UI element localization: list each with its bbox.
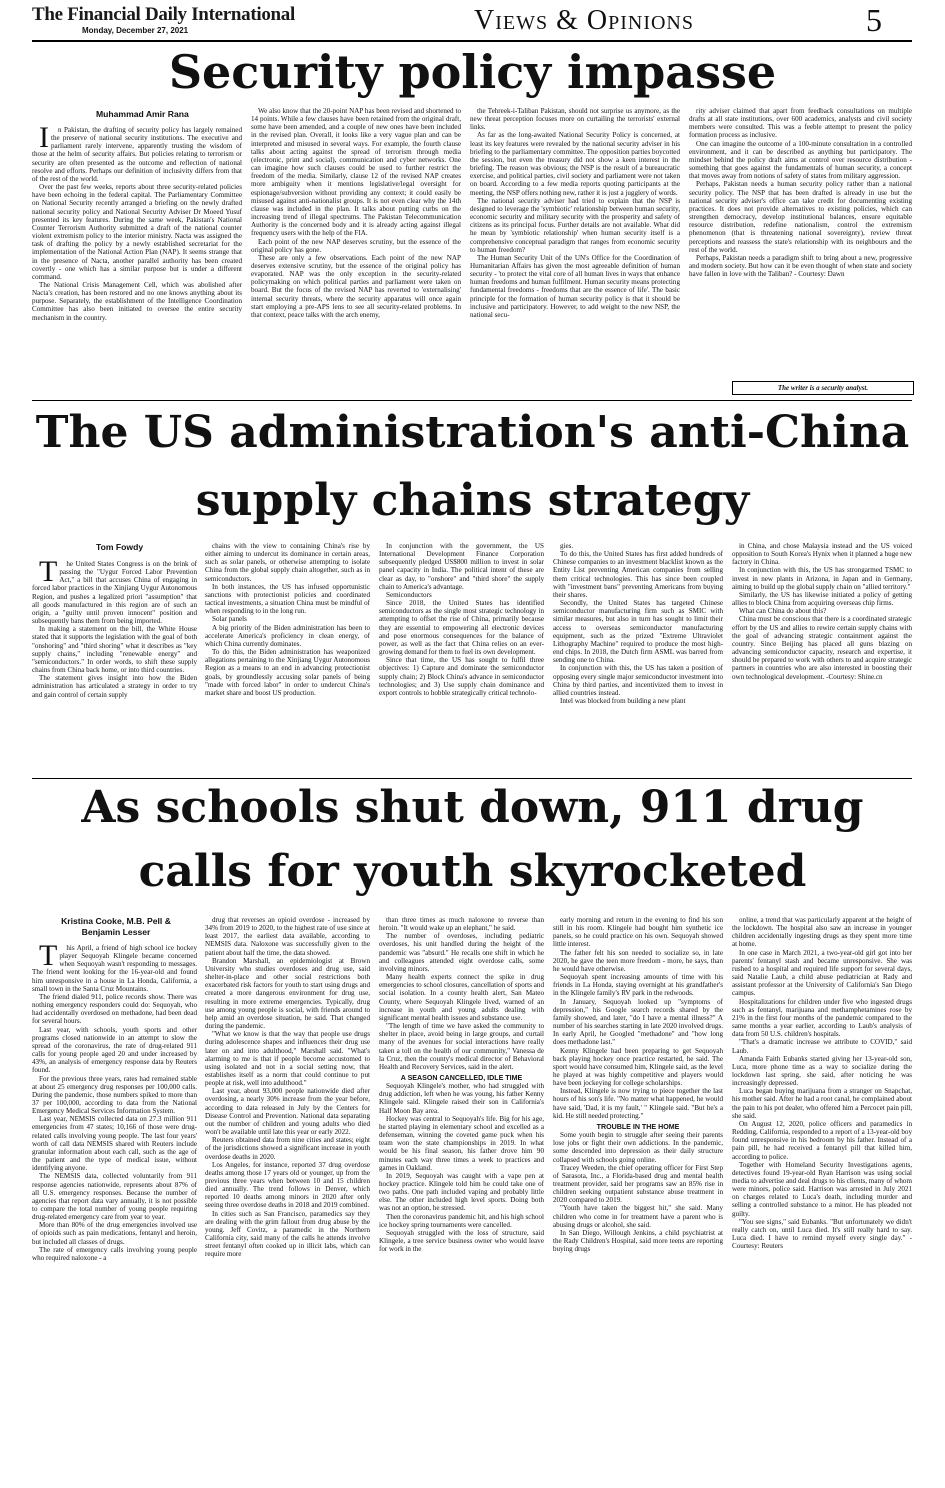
paragraph: In making a statement on the bill, the White House stated that it supports the legislation with the goal of both "onshoring" and "third shoring" what it describes as "key supply chains," including "renewable energy" and "semiconductors." In order words, to shift these supply chains from China back home, or into third countries. [32,625,197,675]
paragraph: "You see signs," said Eubanks. "But unfortunately we didn't really catch on, until Luca died. It's still really hard to say. Luca died. I have to remind myself every single day." -Courtesy: Reuters [732,1217,912,1251]
paragraph: China must be conscious that there is a coordinated strategic effort by the US and allies to rewire certain supply chains with the goal of advancing strategic containment against the country. Since Beijing has placed all guns blazing on advancing semiconductor capacity, research and expertise, it should be prepared to work with others to and acquire strategic partners in countries who are also interested in boosting their own technological development. -Courtesy: Shine.cn [732,615,912,681]
paragraph: chains with the view to containing China's rise by either aiming to undercut its dominance in certain areas, such as solar panels, or otherwise attempting to isolate China from the global supply chain altogether, such as in semiconductors. [205,542,370,583]
author-note: The writer is a security analyst. [732,381,914,395]
article3-column-5 [732,916,912,1479]
paragraph: Kenny Klingele had been preparing to get Sequoyah back playing hockey once practice restarted, he said. The sport would have consumed him, Klingele said, as the level he played at was highly competitive and players would have been jockeying for college scholarships. [553,1046,723,1088]
paragraph: On August 12, 2020, police officers and paramedics in Redding, California, responded to a report of a 13-year-old boy found unresponsive in his bedroom by his father. Instead of a pain pill, he had received a fentanyl pill that killed him, according to police. [732,1119,912,1161]
article2-column-3 [379,542,544,776]
article1-column-1 [32,126,242,381]
paragraph: Some youth begin to struggle after seeing their parents lose jobs or fight their own addictions. In the pandemic, some descended into depression as their daily structure collapsed with schools going online. [553,1131,723,1164]
paragraph: Similarly, the US has likewise initiated a policy of getting allies to block China from acquiring overseas chip firms. [732,590,912,608]
paragraph: The national security adviser had tried to explain that the NSP is designed to leverage the 'symbiotic' relationship between human security, economic security and military security with the prosperity and safety of citizens as its principal focus. Further details are not available. What did he mean by 'symbiotic relationship' when human security itself is a comprehensive conceptual paradigm that ranges from economic security to human freedom? [470,196,680,254]
paragraph: For the previous three years, rates had remained stable at about 25 emergency drug responses per 100,000 calls. During the pandemic, those numbers spiked to more than 37 per 100,000, according to data from the National Emergency Medical Services Information System. [32,1074,197,1116]
paragraph: Intel was blocked from building a new plant [560,696,686,705]
paragraph: Sequoyah struggled with the loss of structure, said Klingele, a tree service business owner who would leave for work in the [379,1228,544,1254]
paragraph: As far as the long-awaited National Security Policy is concerned, at least its key features were revealed by the national security adviser in his briefing to the parliamentary committee. The opposition parties boycotted the session, but even the treasury did not show a keen interest in the briefing. The reason was obvious; the NSP is the result of a bureaucratic exercise, and political parties, civil society and parliament were not taken on board. According to a few media reports quoting participants at the meeting, the NSP offers nothing new, rather it is just a jugglery of words. [470,131,680,197]
section-title: Views & Opinions [474,5,694,36]
paragraph: Then the coronavirus pandemic hit, and his high school ice hockey spring tournaments were cancelled. [379,1212,544,1229]
paragraph: Last year, NEMSIS collected data on 27.3 million 911 emergencies from 47 states; 10,166 of those were drug-related calls involving young people. The last four years' worth of call data NEMSIS shared with Reuters include granular information about each call, such as the age of the patient and the type of medical issue, without identifying anyone. [32,1115,197,1173]
paragraph: In January, Sequoyah looked up "symptoms of depression," his Google search records shared by the family showed, and later, "do I have a mental illness?" A number of his searches starting in late 2020 involved drugs. In early April, he Googled "methadone" and "how long does methadone last." [553,997,723,1047]
paragraph: In one case in March 2021, a two-year-old girl got into her parents' fentanyl stash and became unresponsive. She was rushed to a hospital and required life support for several days, said Natalie Laub, a child abuse pediatrician at Rady and assistant professor at the University of California's San Diego campus. [732,948,912,998]
paragraph: More than 80% of the drug emergencies involved use of opioids such as pain medications, fentanyl and heroin, but included all classes of drugs. [32,1221,197,1246]
article3-column-3 [379,916,544,1479]
paragraph: Together with Homeland Security Investigations agents, detectives found 19-year-old Ryan Harrison was using social media to advertise and deal drugs to his clients, many of whom were minors, police said. Harrison was arrested in July 2021 on charges related to Luca's death, including murder and selling a controlled substance to a minor. He has pleaded not guilty. [732,1160,912,1218]
paragraph: This April, a friend of high school ice hockey player Sequoyah Klingele became concerned when Sequoyah wasn't responding to messages. The friend went looking for the 16-year-old and found him unresponsive in a house in La Honda, California, a small town in the Santa Cruz Mountains. [32,944,197,993]
newspaper-name: The Financial Daily International [32,4,295,25]
paragraph: To do this, the Biden administration has weaponized allegations pertaining to the Xinjiang Uygur Autonomous Region as a means to an end in advancing protectionist goals, by groundlessly accusing solar panels of being "made with forced labor" in order to undercut China's market share and boost US production. [205,648,370,697]
paragraph: A big priority of the Biden administration has been to accelerate America's proficiency in clean energy, of which China currently dominates. [205,623,370,648]
paragraph: The statement gives insight into how the Biden administration has articulated a strategy in order to try and gain control of certain supply [32,674,197,699]
paragraph: The father felt his son needed to socialize so, in late 2020, he gave the teen more freedom - more, he says, than he would have otherwise. [553,948,723,973]
paragraph: The number of overdoses, including pediatric overdoses, his unit handled during the height of the pandemic was "absurd." He recalls one shift in which he and colleagues attended eight overdose calls, some involving minors. [379,932,544,973]
article2-column-4 [553,542,723,776]
paragraph: drug that reverses an opioid overdose - increased by 34% from 2019 to 2020, to the highest rate of use since at least 2017, the earliest data available, according to NEMSIS data. Naloxone was successfully given to the patient about half the time, the data showed. [205,916,370,957]
article3-headline-line2: calls for youth skyrocketed [138,846,807,897]
article2-column-5 [732,542,912,776]
article1-column-4 [689,107,912,375]
paragraph: Tracey Weeden, the chief operating officer for First Step of Sarasota, Inc., a Florida-based drug and mental health treatment provider, said her programs saw an 85% rise in children seeking outpatient substance abuse treatment in 2020 compared to 2019. [553,1163,723,1205]
paragraph: The friend dialed 911, police records show. There was nothing emergency responders could do: Sequoyah, who had accidentally overdosed on methadone, had been dead for several hours. [32,992,197,1026]
paragraph: Solar panels [212,615,247,624]
paragraph: Over the past few weeks, reports about three security-related policies have been echoing in the federal capital. The Parliamentary Committee on National Security recently arranged a briefing on the newly drafted national security policy and National Security Adviser Dr Moeed Yusuf presented its key features. During the same week, Pakistan's National Counter Terrorism Authority submitted a draft of the national counter violent extremism policy to the interior ministry. Nacta was assigned the task of drafting the policy by a newly established secretariat for the implementation of the National Action Plan (NAP). It seems strange that in the presence of Nacta, another parallel authority has been created covertly - one which has a similar purpose but is under a different command. [32,183,242,281]
paragraph: Luca began buying marijuana from a stranger on Snapchat, his mother said. After he had a root canal, he complained about the pain to his pot dealer, who offered him a Percocet pain pill, she said. [732,1087,912,1120]
article2-headline-line2: supply chains strategy [195,475,750,526]
paragraph: gies. [560,542,574,550]
paragraph: Instead, Klingele is now trying to piece together the last hours of his son's life. "No matter what happened, he would have said, 'Dad, it is my fault,' " Klingele said. "But he's a kid. He still needed protecting." [553,1087,723,1120]
issue-date: Monday, December 27, 2021 [82,26,189,35]
article3-column-2 [205,916,370,1479]
paragraph: Reuters obtained data from nine cities and states; eight of the jurisdictions showed a significant increase in youth overdose deaths in 2020. [205,1136,370,1161]
paragraph: In San Diego, Willough Jenkins, a child psychiatrist at the Rady Children's Hospital, said more teens are reporting buying drugs [553,1228,723,1254]
paragraph: the Tehreek-i-Taliban Pakistan, should not surprise us anymore, as the new threat perception focuses more on curtailing the terrorists' external links. [470,107,680,132]
article3-headline-line1: As schools shut down, 911 drug [81,782,864,833]
paragraph: The rate of emergency calls involving young people who required naloxone - a [32,1245,197,1262]
paragraph: "That's a dramatic increase we attribute to COVID," said Laub. [732,1038,912,1055]
paragraph: The Human Security Unit of the UN's Office for the Coordination of Humanitarian Affairs has given the most agreeable definition of human security - 'to protect the vital core of all human lives in ways that enhance human freedoms and human fulfilment. Human security means protecting fundamental freedoms - freedoms that are the essence of life'. The basic principle for the formation of human security policy is that it should be inclusive and participatory. However, to add weight to the new NSP, the national secu- [470,253,680,319]
paragraph: Perhaps, Pakistan needs a human security policy rather than a national security policy. The NSP that has been drafted is already in use but the national security adviser's office can take credit for documenting existing practices. It does not provide alternatives to existing policies, which can strengthen democracy, develop institutional balances, ensure equitable resource distribution, redefine nationalism, control the extremism phenomenon (that is threatening national sovereignty), review threat perceptions and reassess the state's relationship with its neighbours and the rest of the world. [689,180,912,254]
paragraph: Secondly, the United States has targeted Chinese semiconductor manufacturing firm such as SMIC with similar measures, but also in turn has sought to limit their access to overseas semiconductor manufacturing equipment, such as the prized "Extreme Ultraviolet Lithography Machine" required to produce the most high-end chips. In 2018, the Dutch firm ASML was barred from sending one to China. [553,599,723,665]
paragraph: "Youth have taken the biggest hit," she said. Many children who come in for treatment have a parent who is abusing drugs or alcohol, she said. [553,1204,723,1229]
paragraph: In conjunction with the government, the US International Development Finance Corporation subsequently pledged US$800 million to invest in solar panel capacity in India. The political intent of these are clear as day, to "onshore" and "third shore" the supply chain to America's advantage. [379,542,544,591]
paragraph: In cities such as San Francisco, paramedics say they are dealing with the grim fallout from drug abuse by the young. Jeff Covitz, a paramedic in the Northern California city, said many of the calls he attends involve street fentanyl often cooked up in illicit labs, which can require more [205,1209,370,1259]
paragraph: One can imagine the outcome of a 100-minute consultation in a controlled environment, and it can be described as anything but participatory. The mindset behind the policy draft aims at control over resource distribution - something that goes against the fundamentals of human security, a concept that moves away from notions of safety of states from military aggression. [689,139,912,181]
paragraph: In both instances, the US has infused opportunistic sanctions with protectionist policies and coordinated tactical investments, a situation China must be mindful of when responding to in the long run. [205,582,370,616]
paragraph: The National Crisis Management Cell, which was abolished after Nacta's creation, has been restored and no one knows anything about its purpose. Separately, the establishment of the Intelligence Coordination Committee has also been initiated to oversee the entire security mechanism in the country. [32,280,242,322]
paragraph: We also know that the 20-point NAP has been revised and shortened to 14 points. While a few clauses have been retained from the original draft, some have been amended, and a couple of new ones have been included in the revised plan. Overall, it looks like a very vague plan and can be interpreted and misused in several ways. For example, the fourth clause talks about acting against the spread of terrorism through media (electronic, print and social), communication and cyber networks. One can imagine how such clauses could be used to further restrict the freedom of the media. Similarly, clause 12 of the revised NAP creates more ambiguity when it mentions legislative/legal oversight for espionage/subversion without providing any context; it could easily be misused against anti-nationalist groups. It is not even clear why the 14th clause was included in the plan. It talks about putting curbs on the increasing trend of illegal spectrums. The Pakistan Telecommunication Authority is the concerned body and it is already acting against illegal frequency users with the help of the FIA. [251,107,461,238]
paragraph: In conjunction with this, the US has strongarmed TSMC to invest in new plants in Arizona, in Japan and in Germany, aiming to build up the global supply chain on "allied territory." [732,566,912,591]
paragraph: in China, and chose Malaysia instead and the US voiced opposition to South Korea's Hynix when it planned a huge new factory in China. [732,542,912,567]
paragraph: Semiconductors [386,590,432,599]
paragraph: Hospitalizations for children under five who ingested drugs such as fentanyl, marijuana and methamphetamines rose by 21% in the first four months of the pandemic compared to the same months a year earlier, according to Laub's analysis of data from 50 U.S. children's hospitals. [732,997,912,1039]
paragraph: Last year, with schools, youth sports and other programs closed nationwide in an attempt to slow the spread of the coronavirus, the rate of drug-related 911 calls for young people aged 20 and under increased by 43%, an analysis of emergency response data by Reuters found. [32,1025,197,1075]
paragraph: Hockey was central to Sequoyah's life. Big for his age, he started playing in elementary school and excelled as a defenseman, winning the coveted game puck when his team won the state championships in 2019. In what would be his final season, his father drove him 90 minutes each way three times a week to practices and games in Oakland. [379,1114,544,1172]
page-number: 5 [866,2,882,38]
section-subhead: TROUBLE IN THE HOME [596,1122,680,1131]
paragraph: Amanda Faith Eubanks started giving her 13-year-old son, Luca, more phone time as a way to socialize during the lockdown last spring, she said, after noticing he was increasingly depressed. [732,1054,912,1088]
paragraph: Many health experts connect the spike in drug emergencies to school closures, cancellation of sports and social isolation. In a county health alert, San Mateo County, where Sequoyah Klingele lived, warned of an increase in youth and young adults dealing with significant mental health issues and substance use. [379,973,544,1022]
paragraph: Sequoyah Klingele's mother, who had struggled with drug addiction, left when he was young, his father Kenny Klingele said. Klingele raised their son in California's Half Moon Bay area. [379,1082,544,1115]
section-subhead: A SEASON CANCELLED, IDLE TIME [400,1073,523,1082]
paragraph: online, a trend that was particularly apparent at the height of the lockdown. The hospital also saw an increase in younger children accidentally ingesting drugs as they spent more time at home. [732,916,912,949]
article3-byline-1: Kristina Cooke, M.B. Pell & [61,916,171,926]
paragraph: rity adviser claimed that apart from feedback consultations on multiple drafts at all state institutions, over 600 academics, analysts and civil society members were consulted. This was a feeble attempt to present the policy formation process as inclusive. [689,107,912,140]
paragraph: Brandon Marshall, an epidemiologist at Brown University who studies overdoses and drug use, said shelter-in-place and other social restrictions both exacerbated risk factors for youth to start using drugs and created a more dangerous environment for drug use, resulting in more extreme emergencies. Typically, drug use among young people is social, with friends around to help amid an overdose situation, he said. That changed during the pandemic. [205,956,370,1031]
article2-byline: Tom Fowdy [96,542,144,552]
article1-column-3 [470,107,680,399]
article3-column-4 [553,916,723,1479]
paragraph: Last year, about 93,000 people nationwide died after overdosing, a nearly 30% increase from the year before, according to data released in July by the Centers for Disease Control and Prevention. National data separating out the number of children and young adults who died won't be available until late this year or early 2022. [205,1087,370,1137]
paragraph: The NEMSIS data, collected voluntarily from 911 response agencies nationwide, represents about 87% of all U.S. emergency responses. Because the number of agencies that report data vary annually, it is not possible to compare the total number of young people requiring drug-related emergency care from year to year. [32,1172,197,1222]
paragraph: To do this, the United States has first added hundreds of Chinese companies to an investment blacklist known as the Entity List preventing American companies from selling them critical technologies. This has since been coupled with "investment bans" preventing Americans from buying their shares. [553,550,723,599]
paragraph: Since that time, the US has sought to fulfil three objectives: 1) Capture and dominate the semiconductor supply chain; 2) Block China's advance in semiconductor technologies; and 3) Use supply chain dominance and export controls to hobble strategically critical technolo- [379,656,544,697]
article3-byline-2: Benjamin Lesser [81,927,151,937]
article2-column-2 [205,542,370,776]
paragraph: early morning and return in the evening to find his son still in his room. Klingele had bought him synthetic ice panels, so he could practice on his own. Sequoyah showed little interest. [553,916,723,949]
paragraph: "What we know is that the way that people use drugs during adolescence shapes and influences their drug use later on and into adulthood," Marshall said. "What's alarming to me is that if people become accustomed to using isolated and not in a social setting now, that establishes itself as a norm that could continue to put people at risk, well into adulthood." [205,1030,370,1088]
article1-column-2 [251,107,461,399]
paragraph: Perhaps, Pakistan needs a paradigm shift to bring about a new, progressive and modern society. But how can it be even thought of when state and society have fallen in love with the Taliban? - Courtesy: Dawn [689,253,912,279]
paragraph: What can China do about this? [739,607,827,616]
paragraph: These are only a few observations. Each point of the new NAP deserves extensive scrutiny, but the essence of the original policy has evaporated. NAP was the only exception in the security-related policymaking on which political parties and parliament were taken on board. But the focus of the revised NAP has reverted to 'externalising' internal security threats, where the security apparatus will once again start employing a pre-APS lens to see all security-related problems. In that context, peace talks with the arch enemy, [251,253,461,319]
paragraph: In 2019, Sequoyah was caught with a vape pen at hockey practice. Klingele told him he could take one of two paths. One path included vaping and probably little else. The other included high level sports. Doing both was not an option, he stressed. [379,1171,544,1213]
article1-byline: Muhammad Amir Rana [96,109,189,119]
article1-headline: Security policy impasse [168,45,777,99]
paragraph: "The length of time we have asked the community to shelter in place, avoid being in large groups, and curtail many of the avenues for social interactions have really taken a toll on the health of our community," Vanessa de la Cruz, then the county's medical director of Behavioral Health and Recovery Services, said in the alert. [379,1022,544,1071]
paragraph: Each point of the new NAP deserves scrutiny, but the essence of the original policy has gone. [251,237,461,254]
paragraph: Since 2018, the United States has identified semiconductors as the single most strategic technology in attempting to offset the rise of China, primarily because they are essential to empowering all electronic devices and pose enormous consequences for the balance of power, as well as the fact that China relies on an ever-growing demand for them to fuel its own development. [379,599,544,657]
article3-column-1 [32,944,197,1479]
article2-headline-line1: The US administration's anti-China [35,407,910,458]
paragraph: In Pakistan, the drafting of security policy has largely remained the preserve of national security institutions. The executive and parliament rarely intervene, apparently trusting the wisdom of those at the helm of security affairs. But policies relating to terrorism or security are often presented as the outcome and reflection of national resolve and efforts. Perhaps our definition of inclusivity differs from that of the rest of the world. [32,126,242,183]
paragraph: In conjunction with this, the US has taken a position of opposing every single major semiconductor investment into China by third parties, and incentivized them to invest in allied countries instead. [553,664,723,697]
article2-column-1 [32,560,197,776]
paragraph: The United States Congress is on the brink of passing the "Uygur Forced Labor Prevention Act," a bill that accuses China of engaging in forced labor practices in the Xinjiang Uygur Autonomous Region, and pushes a legalized priori "assumption" that all goods manufactured in this region are of such an origin, a "guilty until proven innocent" position and subsequently bans them from being imported. [32,560,197,626]
paragraph: Sequoyah spent increasing amounts of time with his friends in La Honda, staying overnight at his grandfather's in the Klingele family's RV park in the redwoods. [553,973,723,998]
divider-2 [32,778,912,779]
paragraph: than three times as much naloxone to reverse than heroin. "It would wake up an elephant," he said. [379,916,544,933]
divider-1 [32,400,912,401]
paragraph: Los Angeles, for instance, reported 37 drug overdose deaths among those 17 years old or younger, up from the previous three years when between 10 and 15 children died annually. The trend follows in Denver, which reported 10 deaths among minors in 2020 after only seeing three overdose deaths in 2018 and 2019 combined. [205,1160,370,1210]
